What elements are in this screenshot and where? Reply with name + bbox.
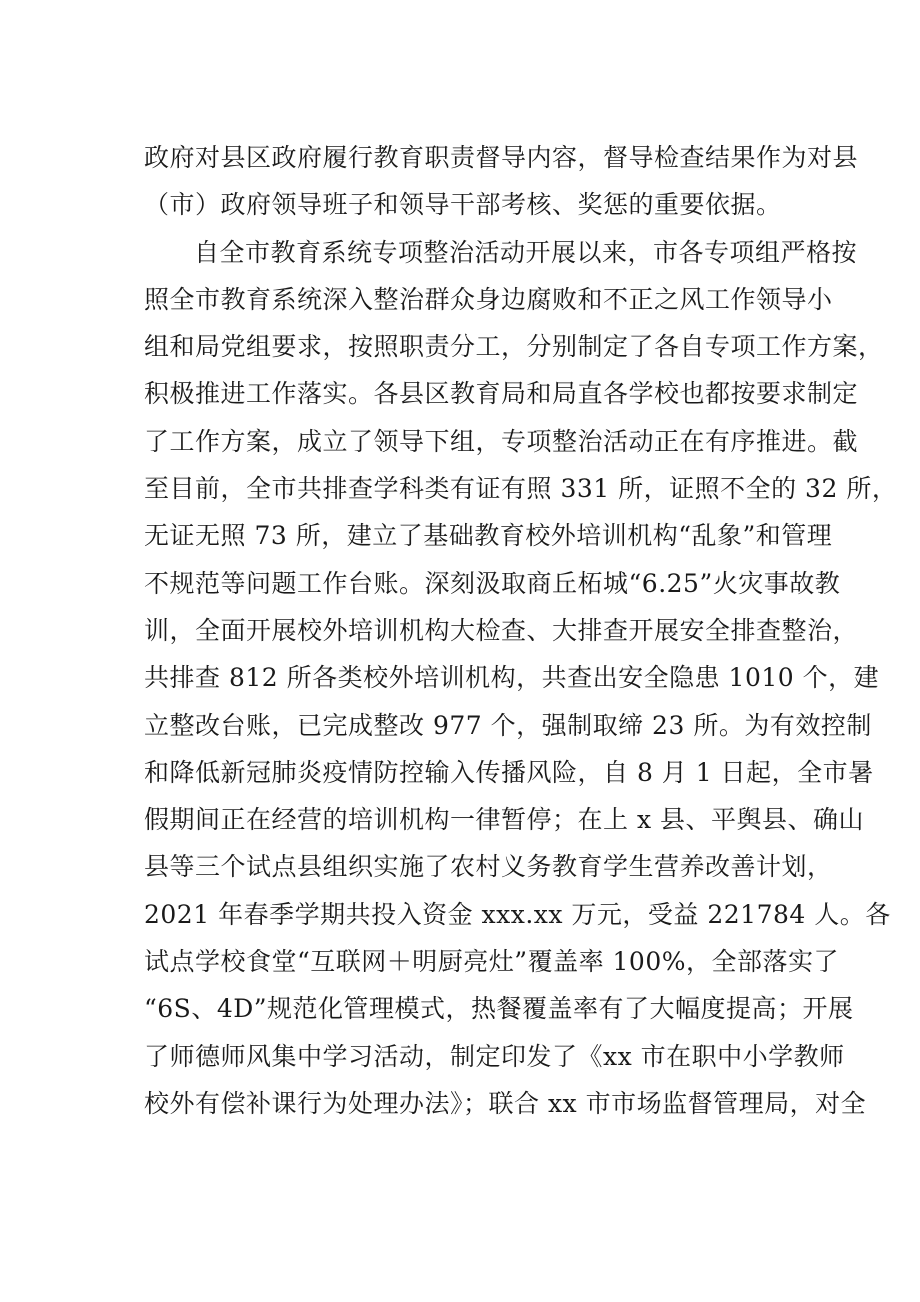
text-line: 了师德师风集中学习活动，制定印发了《xx 市在职中小学教师 — [144, 1041, 845, 1071]
text-line: 立整改台账，已完成整改 977 个，强制取缔 23 所。为有效控制 — [144, 710, 872, 740]
text-line: 积极推进工作落实。各县区教育局和局直各学校也都按要求制定 — [144, 379, 859, 409]
text-line: 共排查 812 所各类校外培训机构，共查出安全隐患 1010 个，建 — [144, 663, 880, 693]
text-line: 无证无照 73 所，建立了基础教育校外培训机构“乱象”和管理 — [144, 521, 833, 551]
text-line: 校外有偿补课行为处理办法》；联合 xx 市市场监督管理局，对全 — [144, 1088, 867, 1118]
document-body — [144, 134, 898, 1127]
text-line: 和降低新冠肺炎疫情防控输入传播风险，自 8 月 1 日起，全市暑 — [144, 757, 874, 787]
text-line: 照全市教育系统深入整治群众身边腐败和不正之风工作领导小 — [144, 284, 833, 314]
text-line: 组和局党组要求，按照职责分工，分别制定了各自专项工作方案， — [144, 332, 884, 362]
text-line: 政府对县区政府履行教育职责督导内容，督导检查结果作为对县 — [144, 143, 859, 172]
text-line: “6S、4D”规范化管理模式，热餐覆盖率有了大幅度提高；开展 — [144, 994, 854, 1024]
text-line: 至目前，全市共排查学科类有证有照 331 所，证照不全的 32 所， — [144, 474, 898, 504]
text-line: 不规范等问题工作台账。深刻汲取商丘柘城“6.25”火灾事故教 — [144, 568, 841, 598]
text-line: 试点学校食堂“互联网＋明厨亮灶”覆盖率 100%，全部落实了 — [144, 947, 839, 977]
text-line: 县等三个试点县组织实施了农村义务教育学生营养改善计划， — [144, 852, 833, 882]
text-line: 训，全面开展校外培训机构大检查、大排查开展安全排查整治， — [144, 615, 859, 645]
text-line: 2021 年春季学期共投入资金 xxx.xx 万元，受益 221784 人。各 — [144, 899, 891, 929]
text-line: （市）政府领导班子和领导干部考核、奖惩的重要依据。 — [144, 190, 782, 220]
text-line: 了工作方案，成立了领导下组，专项整治活动正在有序推进。截 — [144, 426, 859, 456]
text-line: 假期间正在经营的培训机构一律暂停；在上 x 县、平舆县、确山 — [144, 805, 864, 835]
paragraph-first-line: 自全市教育系统专项整治活动开展以来，市各专项组严格按 — [194, 237, 858, 267]
